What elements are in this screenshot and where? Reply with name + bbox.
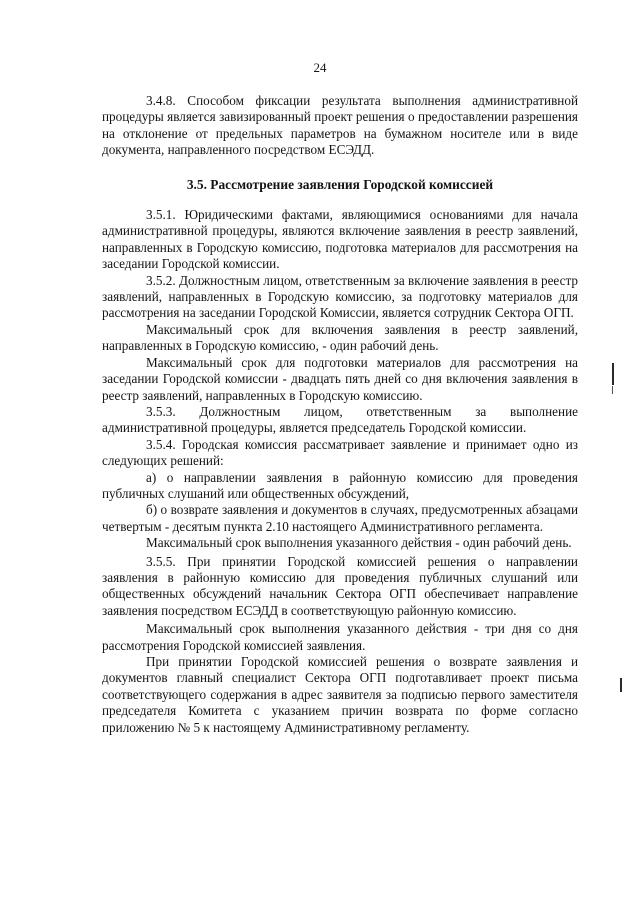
document-body bbox=[102, 93, 578, 736]
scan-artifact-mark bbox=[612, 386, 613, 394]
section-heading-3-5: 3.5. Рассмотрение заявления Городской комиссией bbox=[186, 176, 494, 192]
paragraph-option-b: б) о возврате заявления и документов в случаях, предусмотренных абзацами четвертым - десятым пункта 2.10 настоящего Административного регламента. bbox=[102, 502, 578, 534]
paragraph-3-5-4: 3.5.4. Городская комиссия рассматривает заявление и принимает одно из следующих решений: bbox=[102, 436, 578, 469]
paragraph-3-5-1: 3.5.1. Юридическими фактами, являющимися основаниями для начала административной процедуры, являются включение заявления в реестр заявлений, направленных в Городскую комиссию, подготовка материалов для рассмотрения на заседании Городской комиссии. bbox=[102, 207, 578, 272]
paragraph-max-term-decision: Максимальный срок выполнения указанного действия - один рабочий день. bbox=[146, 535, 572, 551]
paragraph-max-term-registry: Максимальный срок для включения заявления в реестр заявлений, направленных в Городскую комиссию, - один рабочий день. bbox=[102, 321, 578, 354]
page-number: 24 bbox=[313, 60, 327, 75]
paragraph-3-5-5: 3.5.5. При принятии Городской комиссией решения о направлении заявления в районную комиссию для проведения публичных слушаний или общественных обсуждений начальник Сектора ОГП обеспечивает направление заявления посредством ЕСЭДД в соответствующую районную комиссию. bbox=[102, 553, 578, 618]
paragraph-max-term-materials: Максимальный срок для подготовки материалов для рассмотрения на заседании Городской комиссии - двадцать пять дней со дня включения заявления в реестр заявлений, направленных в Городскую комиссию. bbox=[102, 354, 578, 403]
paragraph-3-4-8: 3.4.8. Способом фиксации результата выполнения административной процедуры является завизированный проект решения о предоставлении разрешения на отклонение от предельных параметров на бумажном носителе или в виде документа, направленного посредством ЕСЭДД. bbox=[102, 93, 578, 158]
paragraph-3-5-3: 3.5.3. Должностным лицом, ответственным за выполнение административной процедуры, является председатель Городской комиссии. bbox=[102, 403, 578, 436]
scan-artifact-mark bbox=[620, 678, 622, 692]
paragraph-max-term-sending: Максимальный срок выполнения указанного действия - три дня со дня рассмотрения Городской комиссией заявления. bbox=[102, 621, 578, 653]
scan-artifact-mark bbox=[612, 363, 614, 385]
paragraph-return-decision: При принятии Городской комиссией решения о возврате заявления и документов главный специалист Сектора ОГП подготавливает проект письма соответствующего содержания в адрес заявителя за подписью первого заместителя председателя Комитета с указанием причин возврата по форме согласно приложению № 5 к настоящему Административному регламенту. bbox=[102, 654, 578, 735]
paragraph-option-a: а) о направлении заявления в районную комиссию для проведения публичных слушаний или общественных обсуждений, bbox=[102, 469, 578, 501]
paragraph-3-5-2: 3.5.2. Должностным лицом, ответственным за включение заявления в реестр заявлений, направленных в Городскую комиссию, за подготовку материалов для рассмотрения на заседании Городской Комиссии, является сотрудник Сектора ОГП. bbox=[102, 272, 578, 321]
